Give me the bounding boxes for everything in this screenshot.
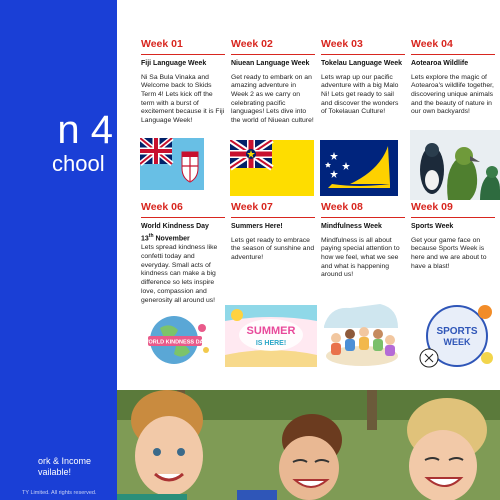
summer-image-text-1: SUMMER <box>246 325 296 337</box>
summer-is-here-image <box>225 305 317 367</box>
week-title: Sports Week <box>411 223 454 230</box>
week-title: Tokelau Language Week <box>321 60 403 67</box>
week-label: Week 06 <box>141 201 225 218</box>
sports-week-image <box>415 300 500 372</box>
term-subtitle <box>0 150 117 178</box>
week-title <box>141 223 225 243</box>
week-title: Mindfulness Week <box>321 223 382 230</box>
week-title-month: November <box>155 234 190 242</box>
funding-line-1: ork & Income <box>38 456 92 466</box>
week-label: Week 09 <box>411 201 495 218</box>
week-description: Lets wrap up our pacific adventure with a big Malo Ni! Lets get ready to sail and discover the wonders of Tokelauan Culture! <box>321 73 399 116</box>
weekly-calendar-grid <box>117 0 500 390</box>
week-card-08 <box>321 201 405 280</box>
sports-image-text-1: SPORTS <box>436 326 478 337</box>
week-label: Week 03 <box>321 38 405 55</box>
children-photo <box>117 390 500 500</box>
kindness-image-text: WORLD KINDNESS DAY <box>143 339 207 346</box>
week-title-text: World Kindness Day <box>141 223 209 230</box>
nz-birds-image <box>410 130 500 200</box>
funding-note <box>38 456 117 478</box>
world-kindness-day-image <box>140 310 220 372</box>
week-title: Fiji Language Week <box>141 60 207 67</box>
week-description: Lets explore the magic of Aotearoa's wildlife together, discovering unique animals and the beauty of nature in our own backyards! <box>411 73 494 116</box>
week-description: Get ready to embark on an amazing adventure in Week 2 as we carry on celebrating pacific languages! Lets dive into the world of Niuean culture! <box>231 73 314 125</box>
week-description: Ni Sa Bula Vinaka and Welcome back to Skids Term 4! Lets kick off the term with a burst of excitement because it is Fiji Language Week! <box>141 73 225 125</box>
week-title: Aotearoa Wildlife <box>411 60 469 67</box>
week-description: Lets spread kindness like confetti today and everyday. Small acts of kindness can make a big difference so lets inspire love, compassion and generosity all around us! <box>141 244 218 304</box>
week-title-suffix: th <box>148 232 154 239</box>
week-card-03 <box>321 38 405 117</box>
niue-flag-image <box>230 140 314 196</box>
tokelau-flag-image <box>320 140 398 196</box>
summer-image-text-2: IS HERE! <box>255 340 287 347</box>
week-title: Summers Here! <box>231 223 283 230</box>
fiji-flag-image <box>140 138 204 190</box>
week-card-09 <box>411 201 495 271</box>
week-label: Week 04 <box>411 38 495 55</box>
week-description: Mindfulness is all about paying special attention to how we feel, what we see and what is happening around us! <box>321 236 400 279</box>
left-panel <box>0 0 117 500</box>
week-description: Lets get ready to embrace the season of sunshine and adventure! <box>231 236 315 261</box>
term-title: n 4 <box>57 108 113 152</box>
week-card-06 <box>141 201 225 305</box>
week-label: Week 02 <box>231 38 315 55</box>
week-title-day: 13 <box>141 234 149 242</box>
sports-image-text-2: WEEK <box>443 337 471 347</box>
mindfulness-image <box>320 300 402 370</box>
week-card-07 <box>231 201 315 263</box>
week-label: Week 08 <box>321 201 405 218</box>
term-subtitle-text: chool <box>52 151 105 176</box>
copyright: TY Limited. All rights reserved. <box>22 490 97 496</box>
week-card-02 <box>231 38 315 126</box>
week-description: Get your game face on because Sports Week is here and we are about to have a blast! <box>411 236 487 270</box>
week-title: Niuean Language Week <box>231 60 310 67</box>
funding-line-2: vailable! <box>38 467 72 477</box>
week-card-01 <box>141 38 225 126</box>
week-label: Week 01 <box>141 38 225 55</box>
week-label: Week 07 <box>231 201 315 218</box>
week-card-04 <box>411 38 495 117</box>
